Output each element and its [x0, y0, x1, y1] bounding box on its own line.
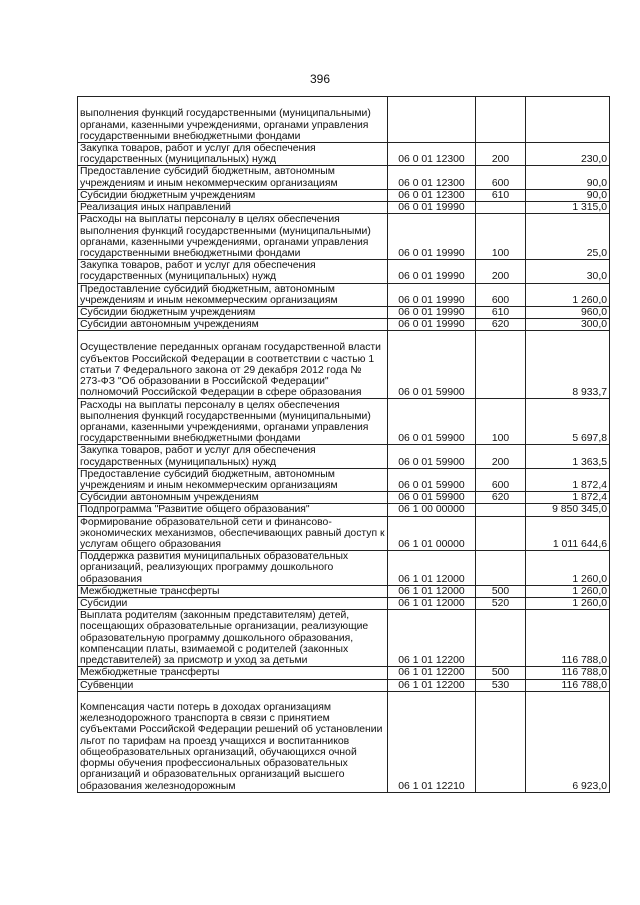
row-type: [476, 504, 526, 516]
row-type: [476, 331, 526, 399]
row-type: 500: [476, 667, 526, 679]
row-amount: 116 788,0: [526, 679, 610, 691]
budget-table: [77, 96, 610, 793]
row-name: Подпрограмма "Развитие общего образования": [78, 504, 388, 516]
row-amount: 5 697,8: [526, 399, 610, 445]
row-name: Компенсация части потерь в доходах организациям железнодорожного транспорта в связи с принятием субъектами Российской Федерации решений об установлении льгот по тарифам на проезд учащихся и воспитанников общеобразовательных организаций, обучающихся очной формы обучения профессиональных образовательных организаций и образовательных организаций высшего образования железнодорожным: [78, 691, 388, 792]
row-code: 06 0 01 59900: [388, 492, 476, 504]
row-name: Межбюджетные трансферты: [78, 585, 388, 597]
row-code: 06 0 01 12300: [388, 143, 476, 166]
table-row: [78, 598, 610, 610]
page-number: 396: [309, 72, 331, 86]
table-row: [78, 504, 610, 516]
row-amount: 90,0: [526, 166, 610, 189]
row-amount: 1 872,4: [526, 492, 610, 504]
row-code: 06 1 01 12200: [388, 667, 476, 679]
table-row: [78, 468, 610, 491]
table-row: [78, 667, 610, 679]
table-row: [78, 97, 610, 143]
row-name: выполнения функций государственными (муниципальными) органами, казенными учреждениями, органами управления государственными внебюджетными фондами: [78, 97, 388, 143]
row-amount: 6 923,0: [526, 691, 610, 792]
row-code: 06 1 00 00000: [388, 504, 476, 516]
table-row: [78, 585, 610, 597]
row-name: Субсидии бюджетным учреждениям: [78, 189, 388, 201]
row-amount: 30,0: [526, 260, 610, 283]
row-amount: 1 363,5: [526, 445, 610, 468]
table-row: [78, 307, 610, 319]
table-row: [78, 214, 610, 260]
table-row: [78, 166, 610, 189]
row-name: Субсидии: [78, 598, 388, 610]
table-row: [78, 319, 610, 331]
row-name: Расходы на выплаты персоналу в целях обеспечения выполнения функций государственными (муниципальными) органами, казенными учреждениями, органами управления государственными внебюджетными фондами: [78, 399, 388, 445]
table-row: [78, 189, 610, 201]
row-amount: 230,0: [526, 143, 610, 166]
row-code: 06 0 01 59900: [388, 331, 476, 399]
table-row: [78, 202, 610, 214]
row-type: 610: [476, 307, 526, 319]
row-name: Закупка товаров, работ и услуг для обеспечения государственных (муниципальных) нужд: [78, 445, 388, 468]
row-type: 100: [476, 399, 526, 445]
row-name: Поддержка развития муниципальных образовательных организаций, реализующих программу дошкольного образования: [78, 551, 388, 586]
row-code: 06 0 01 19990: [388, 283, 476, 306]
row-code: 06 0 01 19990: [388, 319, 476, 331]
table-row: [78, 143, 610, 166]
row-name: Предоставление субсидий бюджетным, автономным учреждениям и иным некоммерческим организациям: [78, 283, 388, 306]
row-name: Предоставление субсидий бюджетным, автономным учреждениям и иным некоммерческим организациям: [78, 166, 388, 189]
row-type: 200: [476, 445, 526, 468]
row-type: 610: [476, 189, 526, 201]
row-amount: 960,0: [526, 307, 610, 319]
row-type: [476, 516, 526, 551]
row-code: 06 1 01 12000: [388, 551, 476, 586]
row-type: 500: [476, 585, 526, 597]
row-code: 06 1 01 00000: [388, 516, 476, 551]
row-name: Субвенции: [78, 679, 388, 691]
row-name: Субсидии автономным учреждениям: [78, 492, 388, 504]
row-amount: 1 315,0: [526, 202, 610, 214]
table-row: [78, 516, 610, 551]
row-amount: 1 260,0: [526, 551, 610, 586]
row-type: 100: [476, 214, 526, 260]
row-type: 520: [476, 598, 526, 610]
row-name: Расходы на выплаты персоналу в целях обеспечения выполнения функций государственными (муниципальными) органами, казенными учреждениями, органами управления государственными внебюджетными фондами: [78, 214, 388, 260]
table-row: [78, 492, 610, 504]
table-row: [78, 331, 610, 399]
row-type: 620: [476, 319, 526, 331]
row-amount: 9 850 345,0: [526, 504, 610, 516]
row-name: Выплата родителям (законным представителям) детей, посещающих образовательные организации, реализующие образовательную программу дошкольного образования, компенсации платы, взимаемой с родителей (законных представителей) за присмотр и уход за детьми: [78, 610, 388, 667]
row-amount: 8 933,7: [526, 331, 610, 399]
row-type: 600: [476, 166, 526, 189]
row-code: 06 0 01 19990: [388, 307, 476, 319]
table-row: [78, 691, 610, 792]
row-amount: [526, 97, 610, 143]
row-type: 530: [476, 679, 526, 691]
row-code: 06 0 01 12300: [388, 189, 476, 201]
row-amount: 300,0: [526, 319, 610, 331]
row-code: 06 0 01 59900: [388, 445, 476, 468]
row-name: Осуществление переданных органам государственной власти субъектов Российской Федерации в соответствии с частью 1 статьи 7 Федерального закона от 29 декабря 2012 года № 273-ФЗ "Об образовании в Российской Федерации" полномочий Российской Федерации в сфере образования: [78, 331, 388, 399]
table-row: [78, 610, 610, 667]
row-amount: 1 872,4: [526, 468, 610, 491]
row-amount: 25,0: [526, 214, 610, 260]
table-row: [78, 445, 610, 468]
row-code: 06 1 01 12200: [388, 610, 476, 667]
row-type: [476, 691, 526, 792]
row-type: 620: [476, 492, 526, 504]
table-row: [78, 551, 610, 586]
row-amount: 1 011 644,6: [526, 516, 610, 551]
row-name: Межбюджетные трансферты: [78, 667, 388, 679]
table-row: [78, 399, 610, 445]
row-name: Закупка товаров, работ и услуг для обеспечения государственных (муниципальных) нужд: [78, 143, 388, 166]
row-type: [476, 551, 526, 586]
table-row: [78, 260, 610, 283]
row-code: 06 1 01 12210: [388, 691, 476, 792]
row-amount: 1 260,0: [526, 585, 610, 597]
row-type: 600: [476, 468, 526, 491]
row-type: [476, 610, 526, 667]
row-type: 600: [476, 283, 526, 306]
row-name: Формирование образовательной сети и финансово-экономических механизмов, обеспечивающих равный доступ к услугам общего образования: [78, 516, 388, 551]
row-amount: 90,0: [526, 189, 610, 201]
row-name: Реализация иных направлений: [78, 202, 388, 214]
row-amount: 116 788,0: [526, 610, 610, 667]
row-code: 06 1 01 12000: [388, 598, 476, 610]
row-code: 06 0 01 59900: [388, 399, 476, 445]
row-name: Предоставление субсидий бюджетным, автономным учреждениям и иным некоммерческим организациям: [78, 468, 388, 491]
row-code: 06 0 01 19990: [388, 202, 476, 214]
row-name: Субсидии бюджетным учреждениям: [78, 307, 388, 319]
row-code: 06 1 01 12000: [388, 585, 476, 597]
row-type: 200: [476, 143, 526, 166]
row-code: 06 0 01 19990: [388, 260, 476, 283]
table-row: [78, 283, 610, 306]
row-amount: 1 260,0: [526, 283, 610, 306]
row-code: 06 0 01 59900: [388, 468, 476, 491]
row-type: [476, 202, 526, 214]
row-name: Закупка товаров, работ и услуг для обеспечения государственных (муниципальных) нужд: [78, 260, 388, 283]
row-amount: 1 260,0: [526, 598, 610, 610]
row-name: Субсидии автономным учреждениям: [78, 319, 388, 331]
row-type: [476, 97, 526, 143]
row-code: 06 0 01 12300: [388, 166, 476, 189]
row-code: 06 1 01 12200: [388, 679, 476, 691]
row-amount: 116 788,0: [526, 667, 610, 679]
row-code: 06 0 01 19990: [388, 214, 476, 260]
table-row: [78, 679, 610, 691]
row-type: 200: [476, 260, 526, 283]
row-code: [388, 97, 476, 143]
